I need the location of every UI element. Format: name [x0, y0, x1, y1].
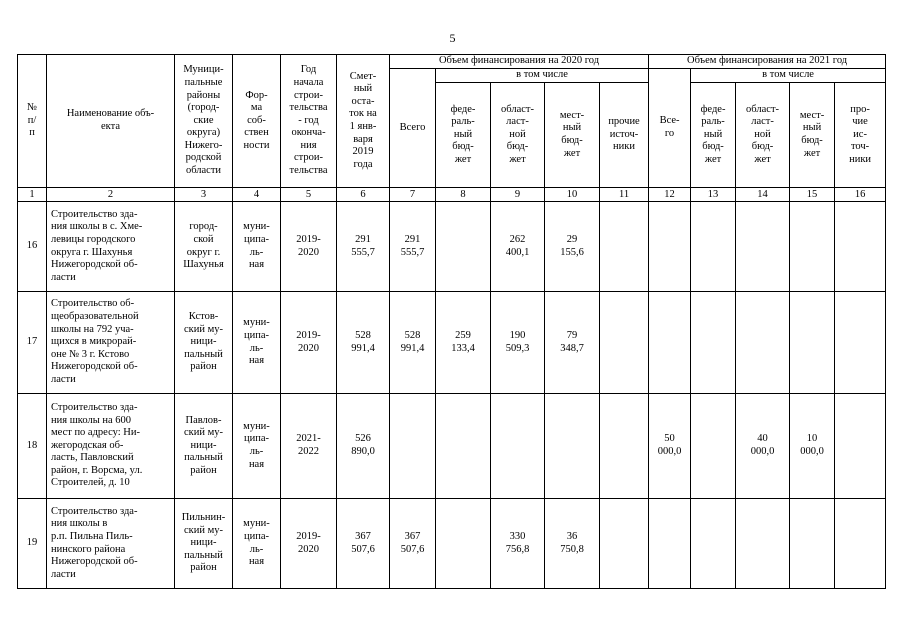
header-incl-2021: в том числе	[691, 69, 886, 83]
ownership: муни- ципа- ль- ная	[233, 292, 281, 394]
column-number: 8	[436, 188, 491, 202]
column-number: 10	[545, 188, 600, 202]
local-2020: 36 750,8	[545, 499, 600, 589]
header-incl-2020: в том числе	[436, 69, 649, 83]
federal-2021	[691, 292, 736, 394]
header-regional-2020: област- ласт- ной бюд- жет	[491, 83, 545, 188]
column-number: 5	[281, 188, 337, 202]
federal-2020	[436, 499, 491, 589]
local-2020: 29 155,6	[545, 202, 600, 292]
header-years: Год начала строи- тельства - год оконча- ния строи- тельства	[281, 55, 337, 188]
estimate: 291 555,7	[337, 202, 390, 292]
header-local-2021: мест- ный бюд- жет	[790, 83, 835, 188]
other-2020	[600, 499, 649, 589]
estimate: 528 991,4	[337, 292, 390, 394]
column-number: 16	[835, 188, 886, 202]
years: 2019- 2020	[281, 499, 337, 589]
column-number: 6	[337, 188, 390, 202]
header-total-2020: Всего	[390, 69, 436, 188]
ownership: муни- ципа- ль- ная	[233, 394, 281, 499]
header-estimate: Смет- ный оста- ток на 1 янв- варя 2019 года	[337, 55, 390, 188]
federal-2020: 259 133,4	[436, 292, 491, 394]
local-2021	[790, 499, 835, 589]
object-name: Строительство об- щеобразовательной школы на 792 уча- щихся в микрорай- оне № 3 г. Кстово Нижегородской об- ласти	[47, 292, 175, 394]
header-name: Наименование объ- екта	[47, 55, 175, 188]
estimate: 526 890,0	[337, 394, 390, 499]
local-2021	[790, 202, 835, 292]
other-2021	[835, 499, 886, 589]
years: 2019- 2020	[281, 292, 337, 394]
object-name: Строительство зда- ния школы в с. Хме- левицы городского округа г. Шахунья Нижегородской об- ласти	[47, 202, 175, 292]
column-number: 13	[691, 188, 736, 202]
regional-2020: 330 756,8	[491, 499, 545, 589]
header-local-2020: мест- ный бюд- жет	[545, 83, 600, 188]
district: город- ской округ г. Шахунья	[175, 202, 233, 292]
header-total-2021: Все- го	[649, 69, 691, 188]
regional-2020	[491, 394, 545, 499]
other-2020	[600, 394, 649, 499]
total-2020: 367 507,6	[390, 499, 436, 589]
federal-2021	[691, 499, 736, 589]
column-number: 3	[175, 188, 233, 202]
table-row	[18, 202, 886, 292]
regional-2021	[736, 202, 790, 292]
federal-2021	[691, 202, 736, 292]
column-number: 2	[47, 188, 175, 202]
financing-table	[17, 54, 886, 589]
district: Павлов- ский му- ници- пальный район	[175, 394, 233, 499]
federal-2020	[436, 202, 491, 292]
regional-2021	[736, 499, 790, 589]
row-num: 17	[18, 292, 47, 394]
row-num: 16	[18, 202, 47, 292]
table-row	[18, 499, 886, 589]
regional-2021	[736, 292, 790, 394]
header-fin-2021: Объем финансирования на 2021 год	[649, 55, 886, 69]
page-number: 5	[449, 31, 456, 45]
total-2020: 528 991,4	[390, 292, 436, 394]
regional-2021: 40 000,0	[736, 394, 790, 499]
object-name: Строительство зда- ния школы на 600 мест по адресу: Ни- жегородская об- ласть, Павловский район, г. Ворсма, ул. Строителей, д. 10	[47, 394, 175, 499]
district: Пильнин- ский му- ници- пальный район	[175, 499, 233, 589]
local-2020: 79 348,7	[545, 292, 600, 394]
header-regional-2021: област- ласт- ной бюд- жет	[736, 83, 790, 188]
other-2021	[835, 292, 886, 394]
column-number: 4	[233, 188, 281, 202]
table-row	[18, 394, 886, 499]
regional-2020: 262 400,1	[491, 202, 545, 292]
local-2021	[790, 292, 835, 394]
header-row-1	[18, 55, 886, 69]
ownership: муни- ципа- ль- ная	[233, 202, 281, 292]
total-2020	[390, 394, 436, 499]
header-districts: Муници- пальные районы (город- ские округа) Нижего- родской области	[175, 55, 233, 188]
column-number: 11	[600, 188, 649, 202]
column-number: 7	[390, 188, 436, 202]
total-2020: 291 555,7	[390, 202, 436, 292]
federal-2021	[691, 394, 736, 499]
total-2021: 50 000,0	[649, 394, 691, 499]
years: 2019- 2020	[281, 202, 337, 292]
header-other-2020: прочие источ- ники	[600, 83, 649, 188]
column-number-row	[18, 188, 886, 202]
district: Кстов- ский му- ници- пальный район	[175, 292, 233, 394]
total-2021	[649, 499, 691, 589]
column-number: 9	[491, 188, 545, 202]
row-num: 19	[18, 499, 47, 589]
ownership: муни- ципа- ль- ная	[233, 499, 281, 589]
column-number: 14	[736, 188, 790, 202]
object-name: Строительство зда- ния школы в р.п. Пильна Пиль- нинского района Нижегородской об- ласти	[47, 499, 175, 589]
years: 2021- 2022	[281, 394, 337, 499]
column-number: 12	[649, 188, 691, 202]
local-2020	[545, 394, 600, 499]
header-other-2021: про- чие ис- точ- ники	[835, 83, 886, 188]
total-2021	[649, 292, 691, 394]
header-fin-2020: Объем финансирования на 2020 год	[390, 55, 649, 69]
column-number: 15	[790, 188, 835, 202]
other-2020	[600, 292, 649, 394]
estimate: 367 507,6	[337, 499, 390, 589]
header-federal-2021: феде- раль- ный бюд- жет	[691, 83, 736, 188]
local-2021: 10 000,0	[790, 394, 835, 499]
header-ownership: Фор- ма соб- ствен ности	[233, 55, 281, 188]
row-num: 18	[18, 394, 47, 499]
federal-2020	[436, 394, 491, 499]
total-2021	[649, 202, 691, 292]
other-2020	[600, 202, 649, 292]
table-row	[18, 292, 886, 394]
header-num: № п/ п	[18, 55, 47, 188]
column-number: 1	[18, 188, 47, 202]
other-2021	[835, 394, 886, 499]
regional-2020: 190 509,3	[491, 292, 545, 394]
header-federal-2020: феде- раль- ный бюд- жет	[436, 83, 491, 188]
other-2021	[835, 202, 886, 292]
